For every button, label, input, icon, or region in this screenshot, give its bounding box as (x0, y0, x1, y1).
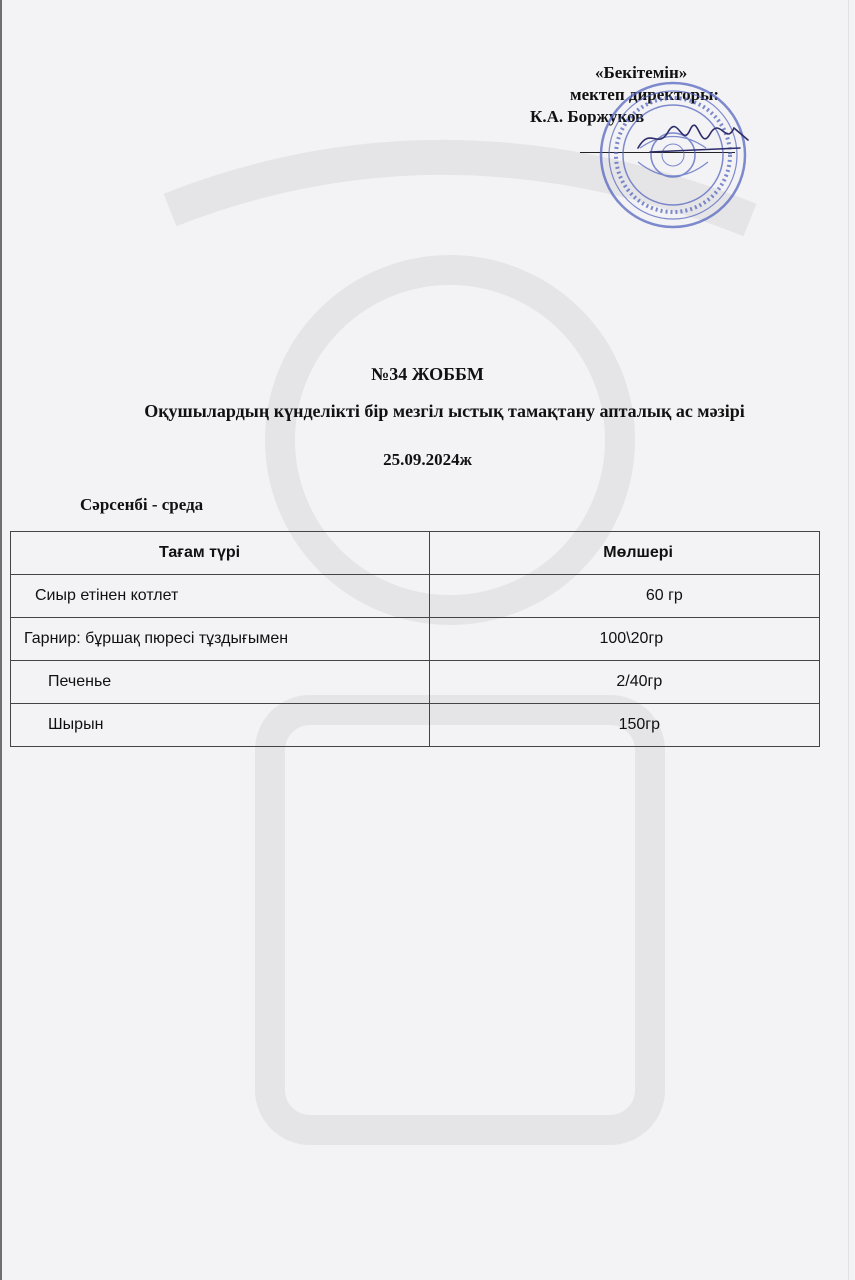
dish-amount: 100\20гр (429, 618, 819, 661)
approval-name: К.А. Боржуков (530, 107, 645, 126)
dish-name: Гарнир: бұршақ пюресі тұздығымен (11, 618, 430, 661)
approval-position: мектеп директоры: (570, 85, 720, 104)
dish-amount: 60 гр (429, 575, 819, 618)
table-header-row (11, 532, 820, 575)
column-header-amount: Мөлшері (429, 532, 819, 575)
column-header-dish-type: Тағам түрі (11, 532, 430, 575)
page-edge-right (848, 0, 849, 1280)
dish-name: Печенье (11, 661, 430, 704)
table-row (11, 661, 820, 704)
table-row (11, 618, 820, 661)
dish-name: Сиыр етінен котлет (11, 575, 430, 618)
dish-amount: 150гр (429, 704, 819, 747)
dish-amount: 2/40гр (429, 661, 819, 704)
menu-date: 25.09.2024ж (383, 450, 472, 469)
menu-title: Оқушылардың күнделікті бір мезгіл ыстық тамақтану апталық ас мәзірі (144, 401, 745, 421)
table-row (11, 704, 820, 747)
menu-table (10, 531, 820, 747)
school-name: №34 ЖОББМ (371, 364, 484, 384)
weekday-label: Сәрсенбі - среда (80, 495, 204, 514)
dish-name: Шырын (11, 704, 430, 747)
approval-title: «Бекітемін» (595, 63, 688, 82)
handwritten-signature-icon (630, 118, 760, 163)
page-edge (0, 0, 2, 1280)
table-row (11, 575, 820, 618)
